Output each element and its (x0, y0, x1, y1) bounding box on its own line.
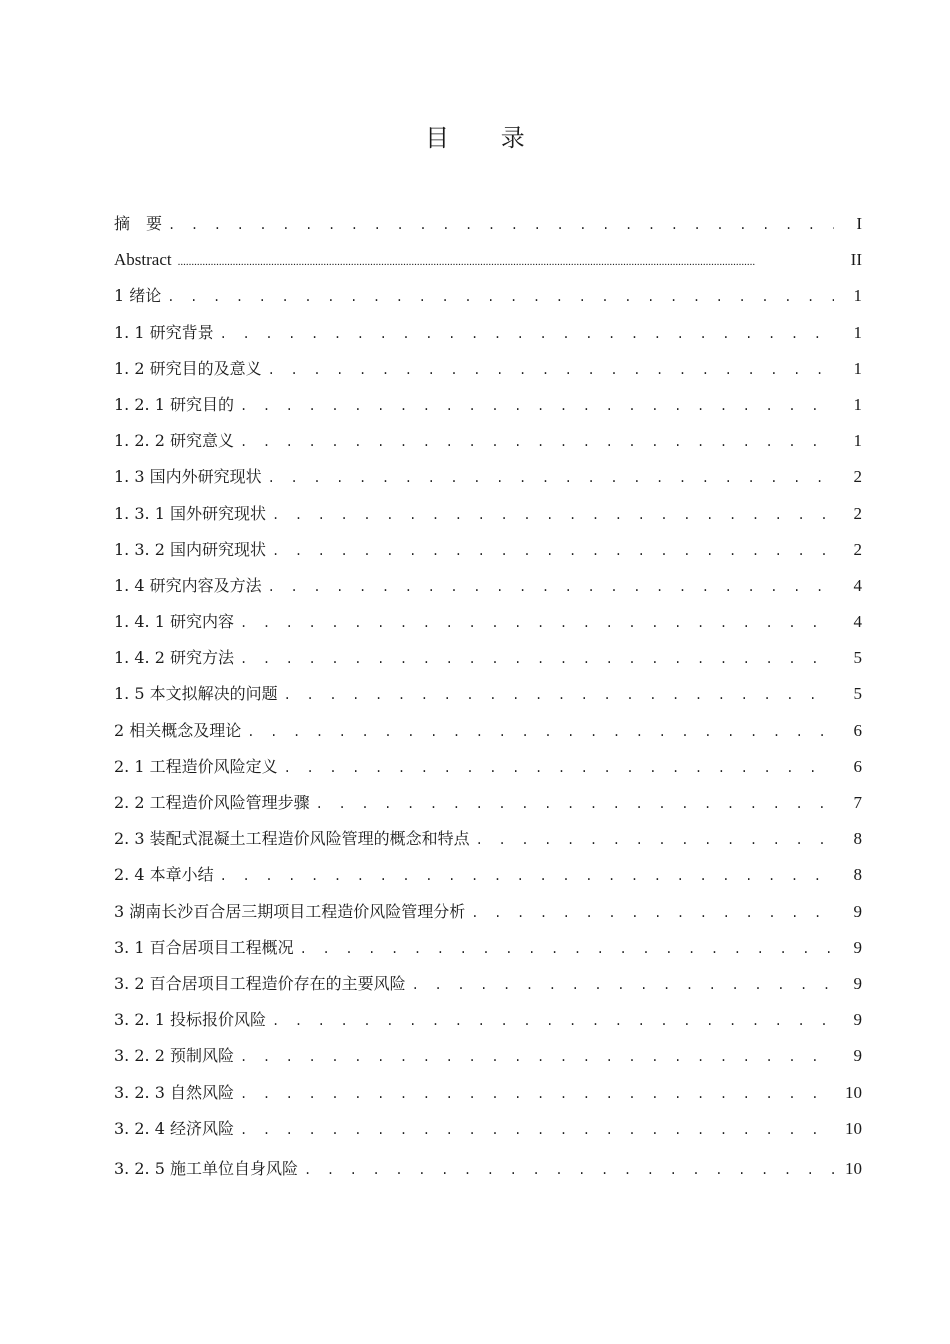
toc-entry-page: 1 (853, 358, 862, 378)
toc-entry-page: 1 (853, 394, 862, 414)
toc-entry-label: 摘 要 (114, 214, 163, 233)
toc-entry-page: 9 (853, 973, 862, 993)
page-title: 目 录 (425, 124, 547, 152)
toc-entry-label: 1. 3 国内外研究现状 (114, 467, 262, 487)
toc-entry-page: 1 (853, 322, 862, 342)
toc-entry-page: 4 (853, 575, 862, 595)
toc-entry[interactable] (114, 604, 862, 640)
toc-entry-page: 6 (853, 720, 862, 740)
toc-entry-page: 8 (853, 865, 862, 885)
toc-entry[interactable] (114, 423, 862, 459)
toc-entry-label: 3. 2. 2 预制风险 (114, 1046, 234, 1066)
toc-entry-label: 1. 4. 1 研究内容 (114, 612, 234, 632)
toc-entry-label: 2. 1 工程造价风险定义 (114, 756, 278, 776)
toc-leader-dots (240, 1039, 834, 1075)
toc-leader-dots (268, 460, 834, 496)
toc-entry[interactable] (114, 1038, 862, 1074)
toc-leader-dots (240, 605, 834, 641)
toc-leader-dots (220, 858, 834, 894)
toc-leader-dots (272, 533, 834, 569)
toc-entry-page: 2 (853, 539, 862, 559)
toc-entry[interactable] (114, 459, 862, 495)
toc-entry-page: 9 (853, 1046, 862, 1066)
toc-leader-dots (178, 244, 834, 280)
toc-entry-page: 2 (853, 467, 862, 487)
toc-entry-page: 9 (853, 937, 862, 957)
toc-entry-page: 10 (845, 1158, 862, 1178)
toc-entry-label: 2. 2 工程造价风险管理步骤 (114, 793, 310, 812)
toc-leader-dots (168, 207, 834, 243)
toc-entry-label: 2. 3 装配式混凝土工程造价风险管理的概念和特点 (114, 829, 470, 849)
toc-entry-page: 1 (853, 286, 862, 306)
toc-entry-label: 1. 3. 1 国外研究现状 (114, 503, 266, 523)
toc-leader-dots (272, 497, 834, 533)
toc-entry-page: 6 (853, 756, 862, 776)
toc-entry-page: 5 (853, 684, 862, 704)
toc-leader-dots (220, 316, 834, 352)
toc-leader-dots (300, 931, 834, 967)
toc-entry[interactable] (114, 930, 862, 966)
toc-entry[interactable] (114, 966, 862, 1002)
toc-leader-dots (304, 1148, 834, 1192)
toc-entry[interactable] (114, 206, 862, 242)
toc-entry[interactable] (114, 532, 862, 568)
toc-entry[interactable] (114, 242, 862, 278)
toc-entry-label: 3. 1 百合居项目工程概况 (114, 937, 294, 957)
toc-leader-dots (268, 352, 834, 388)
toc-leader-dots (316, 786, 834, 822)
toc-entry[interactable] (114, 278, 862, 314)
toc-entry-label: Abstract (114, 250, 172, 270)
toc-entry-label: 1. 2. 2 研究意义 (114, 431, 234, 451)
toc-entry-label: 1. 3. 2 国内研究现状 (114, 539, 266, 559)
toc-leader-dots (247, 714, 834, 750)
toc-leader-dots (284, 677, 834, 713)
toc-entry-label: 1 绪论 (114, 286, 162, 306)
toc-entry-page: 4 (853, 612, 862, 632)
toc-entry[interactable] (114, 640, 862, 676)
toc-entry[interactable] (114, 785, 862, 821)
toc-entry[interactable] (114, 496, 862, 532)
toc-leader-dots (476, 822, 834, 858)
toc-entry[interactable] (114, 1002, 862, 1038)
toc-entry[interactable] (114, 713, 862, 749)
toc-entry-page: 8 (853, 829, 862, 849)
toc-entry-page: 9 (853, 1010, 862, 1030)
toc-leader-dots (284, 750, 834, 786)
toc-leader-dots (268, 569, 834, 605)
toc-entry-label: 3. 2. 3 自然风险 (114, 1082, 234, 1102)
toc-entry-label: 2. 4 本章小结 (114, 865, 214, 885)
toc-entry-label: 3. 2. 1 投标报价风险 (114, 1010, 266, 1030)
toc-leader-dots (240, 641, 834, 677)
toc-entry[interactable] (114, 351, 862, 387)
toc-entry[interactable] (114, 676, 862, 712)
toc-entry[interactable] (114, 1075, 862, 1111)
toc-entry[interactable] (114, 894, 862, 930)
toc-entry-label: 3 湖南长沙百合居三期项目工程造价风险管理分析 (114, 901, 466, 921)
toc-entry[interactable] (114, 568, 862, 604)
toc-entry-label: 3. 2 百合居项目工程造价存在的主要风险 (114, 973, 406, 993)
toc-entry-page: 9 (853, 901, 862, 921)
toc-entry[interactable] (114, 387, 862, 423)
toc-leader-dots (412, 967, 834, 1003)
toc-leader-dots (167, 279, 834, 315)
toc-entry-page: 10 (845, 1082, 862, 1102)
toc-entry-label: 3. 2. 4 经济风险 (114, 1118, 234, 1138)
toc-entry-page: 10 (845, 1118, 862, 1138)
toc-entry-page: 2 (853, 503, 862, 523)
toc-entry-label: 1. 2. 1 研究目的 (114, 394, 234, 414)
toc-entry[interactable] (114, 857, 862, 893)
toc-entry-page: I (856, 214, 862, 233)
toc-entry[interactable] (114, 1147, 862, 1187)
toc-entry-page: II (850, 250, 862, 270)
toc-leader-dots (240, 1076, 834, 1112)
toc-leader-dots (240, 424, 834, 460)
toc-entry[interactable] (114, 749, 862, 785)
toc-entry-label: 1. 1 研究背景 (114, 322, 214, 342)
toc-leader-dots (240, 388, 834, 424)
toc-entry-label: 1. 4. 2 研究方法 (114, 648, 234, 668)
toc-entry-label: 1. 4 研究内容及方法 (114, 575, 262, 595)
toc-entry-label: 3. 2. 5 施工单位自身风险 (114, 1158, 298, 1178)
toc-entry-page: 7 (853, 793, 862, 812)
toc-entry-page: 5 (853, 648, 862, 668)
toc-leader-dots (240, 1112, 834, 1148)
toc-entry[interactable] (114, 821, 862, 857)
toc-entry-label: 1. 2 研究目的及意义 (114, 358, 262, 378)
toc-entry[interactable] (114, 1111, 862, 1147)
toc-entry-label: 2 相关概念及理论 (114, 720, 242, 740)
toc-leader-dots (471, 895, 834, 931)
toc-leader-dots (272, 1003, 834, 1039)
toc-entry-page: 1 (853, 431, 862, 451)
table-of-contents (114, 206, 862, 1187)
toc-entry-label: 1. 5 本文拟解决的问题 (114, 684, 278, 704)
toc-entry[interactable] (114, 315, 862, 351)
